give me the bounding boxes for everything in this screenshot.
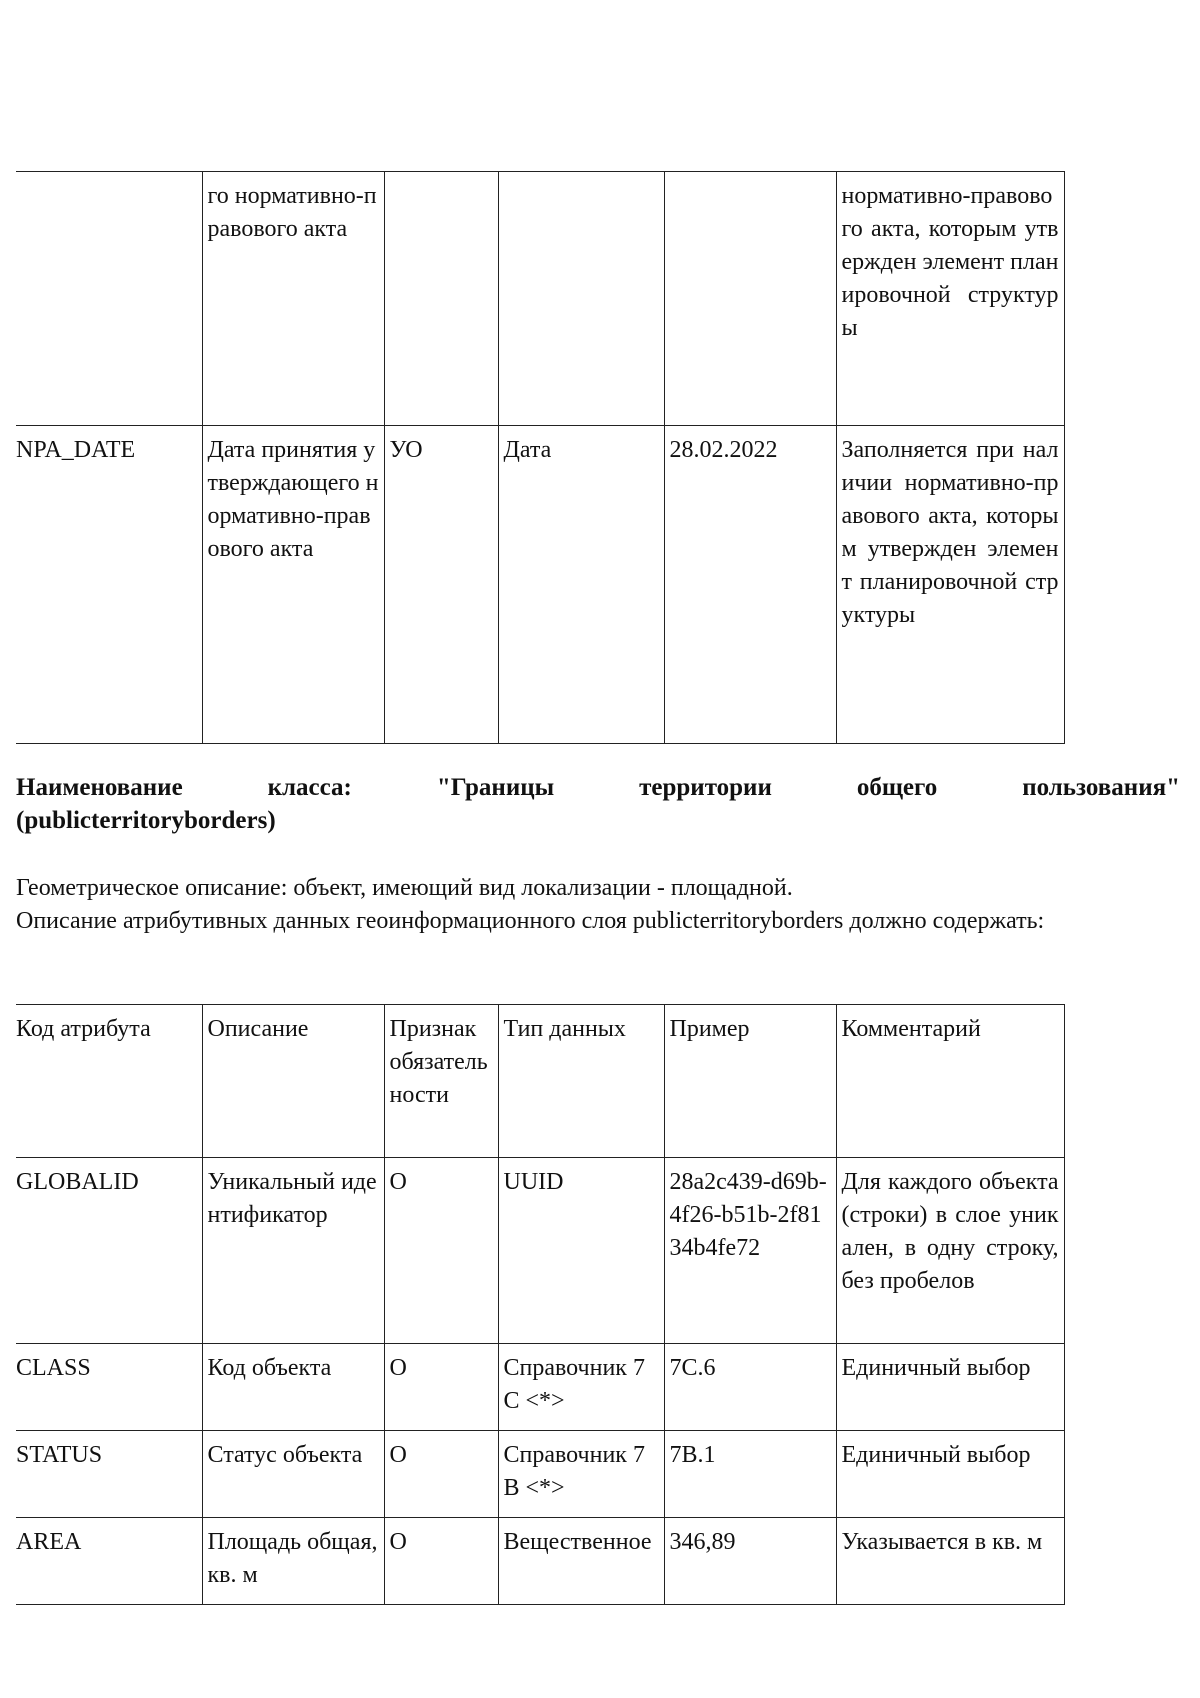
heading-word: Наименование — [16, 774, 183, 801]
cell-example: 346,89 — [664, 1518, 836, 1605]
cell-comment: Для каждого объекта (строки) в слое уникален, в одну строку, без пробелов — [836, 1158, 1064, 1344]
heading-word: территории — [639, 774, 772, 801]
cell-description: го нормативно-правового акта — [202, 172, 384, 426]
class-heading-line2: (publicterritoryborders) — [16, 807, 276, 834]
header-example: Пример — [664, 1005, 836, 1158]
attribute-description: Описание атрибутивных данных геоинформационного слоя publicterritoryborders должно содержать: — [16, 908, 1045, 934]
cell-example — [664, 172, 836, 426]
cell-example: 7C.6 — [664, 1344, 836, 1431]
table-row — [16, 426, 1064, 744]
cell-comment: Заполняется при наличии нормативно-правового акта, которым утвержден элемент планировочной структуры — [836, 426, 1064, 744]
continuation-table — [16, 171, 1065, 744]
cell-required: О — [384, 1431, 498, 1518]
heading-word: класса: — [267, 774, 352, 801]
cell-code: STATUS — [16, 1431, 202, 1518]
cell-type: Справочник 7B <*> — [498, 1431, 664, 1518]
heading-word: "Границы — [436, 774, 555, 801]
cell-required: О — [384, 1344, 498, 1431]
header-description: Описание — [202, 1005, 384, 1158]
cell-required: О — [384, 1158, 498, 1344]
cell-comment: нормативно-правового акта, которым утвержден элемент планировочной структуры — [836, 172, 1064, 426]
cell-required: УО — [384, 426, 498, 744]
cell-comment: Единичный выбор — [836, 1344, 1064, 1431]
cell-description: Статус объекта — [202, 1431, 384, 1518]
header-required: Признак обязательности — [384, 1005, 498, 1158]
cell-example: 7B.1 — [664, 1431, 836, 1518]
cell-comment: Единичный выбор — [836, 1431, 1064, 1518]
cell-required: О — [384, 1518, 498, 1605]
cell-description: Дата принятия утверждающего нормативно-правового акта — [202, 426, 384, 744]
heading-word: пользования" — [1022, 774, 1180, 801]
header-comment: Комментарий — [836, 1005, 1064, 1158]
cell-description: Уникальный идентификатор — [202, 1158, 384, 1344]
class-heading — [16, 771, 1180, 837]
header-type: Тип данных — [498, 1005, 664, 1158]
heading-word: общего — [856, 774, 938, 801]
table-row — [16, 1344, 1064, 1431]
cell-type — [498, 172, 664, 426]
cell-code: NPA_DATE — [16, 426, 202, 744]
cell-comment: Указывается в кв. м — [836, 1518, 1064, 1605]
table-row — [16, 1431, 1064, 1518]
class-heading-line1 — [16, 771, 1180, 804]
header-code: Код атрибута — [16, 1005, 202, 1158]
cell-description: Площадь общая, кв. м — [202, 1518, 384, 1605]
cell-type: UUID — [498, 1158, 664, 1344]
cell-required — [384, 172, 498, 426]
cell-example: 28a2c439-d69b-4f26-b51b-2f8134b4fe72 — [664, 1158, 836, 1344]
attribute-table — [16, 1004, 1065, 1605]
cell-code: GLOBALID — [16, 1158, 202, 1344]
cell-type: Вещественное — [498, 1518, 664, 1605]
geometry-description: Геометрическое описание: объект, имеющий вид локализации - площадной. — [16, 875, 793, 901]
cell-example: 28.02.2022 — [664, 426, 836, 744]
cell-type: Дата — [498, 426, 664, 744]
cell-description: Код объекта — [202, 1344, 384, 1431]
cell-code — [16, 172, 202, 426]
cell-code: CLASS — [16, 1344, 202, 1431]
table-row — [16, 1518, 1064, 1605]
cell-code: AREA — [16, 1518, 202, 1605]
cell-type: Справочник 7C <*> — [498, 1344, 664, 1431]
table-header-row — [16, 1005, 1064, 1158]
table-row — [16, 1158, 1064, 1344]
table-row — [16, 172, 1064, 426]
